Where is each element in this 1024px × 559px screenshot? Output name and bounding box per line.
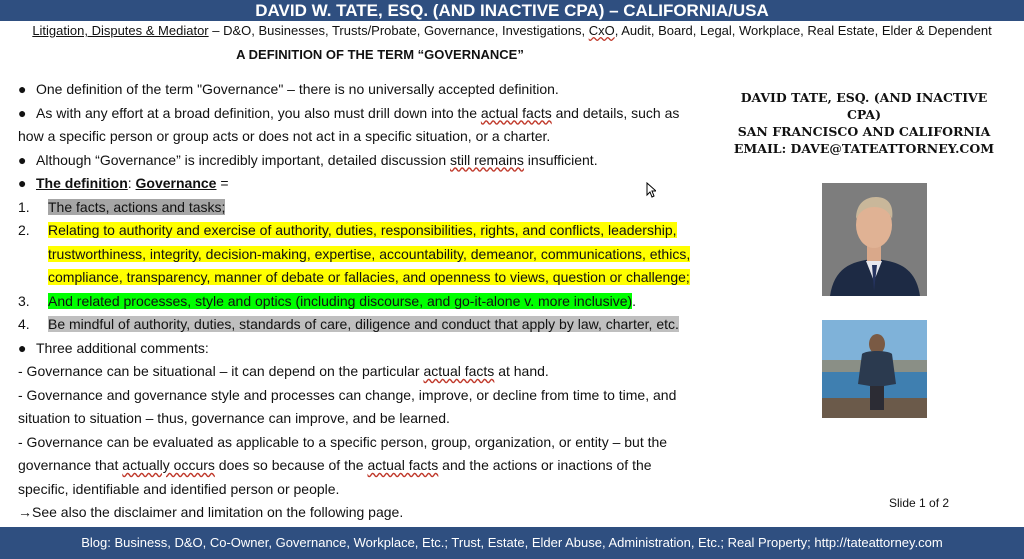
subtitle-cxo: CxO xyxy=(588,23,615,38)
list-item xyxy=(18,290,738,314)
bullet-text: Although “Governance” is incredibly important, detailed discussion xyxy=(36,151,450,168)
comment-line: - Governance and governance style and processes can change, improve, or decline from time to time, and xyxy=(18,386,677,403)
list-item-continuation xyxy=(18,266,738,290)
list-text: trustworthiness, integrity, decision-making, expertise, accountability, demeanor, communications, ethics, xyxy=(48,245,691,262)
list-item xyxy=(18,219,738,243)
comment-text: at hand. xyxy=(494,363,549,379)
list-text: The facts, actions and tasks; xyxy=(48,198,226,215)
list-text: compliance, transparency, manner of debate or fallacies, and openness to views, question or challenge; xyxy=(48,269,690,285)
bullet-icon: ● xyxy=(18,339,27,356)
contact-location: SAN FRANCISCO AND CALIFORNIA xyxy=(737,124,991,139)
spellcheck-text: actual facts xyxy=(423,363,495,379)
header-title: DAVID W. TATE, ESQ. (AND INACTIVE CPA) – CALIFORNIA/USA xyxy=(255,1,769,20)
list-text: Relating to authority and exercise of authority, duties, responsibilities, rights, and conflicts, leadership, xyxy=(48,222,677,238)
footer-bar xyxy=(0,527,1024,559)
bullet-icon: ● xyxy=(18,175,27,191)
slide-number: Slide 1 of 2 xyxy=(889,496,950,510)
spellcheck-text: actual facts xyxy=(480,104,552,121)
comment-line: situation to situation – thus, governance can improve, and be learned. xyxy=(18,410,450,426)
bullet-text: insufficient. xyxy=(523,151,598,168)
header-bar xyxy=(0,0,1024,21)
list-item-continuation xyxy=(18,243,738,267)
comment-line: - Governance can be evaluated as applicable to a specific person, group, organization, or entity – but the xyxy=(18,433,668,450)
list-text: And related processes, style and optics (including discourse, and go-it-alone v. more inclusive) xyxy=(48,292,633,309)
document-title: A DEFINITION OF THE TERM “GOVERNANCE” xyxy=(236,47,524,62)
definition-eq: = xyxy=(216,175,229,191)
comment-text: and the actions or inactions of the xyxy=(438,457,652,473)
portrait-image xyxy=(822,183,927,296)
definition-colon: : xyxy=(127,175,136,191)
contact-name: DAVID TATE, ESQ. (AND INACTIVE CPA) xyxy=(740,90,988,122)
list-text-tail: . xyxy=(632,292,637,309)
spellcheck-text: actually occurs xyxy=(122,457,215,473)
see-also-line: →See also the disclaimer and limitation on the following page. xyxy=(18,504,404,520)
bullet-icon: ● xyxy=(18,104,27,121)
bullet-line xyxy=(18,172,738,196)
contact-block xyxy=(724,89,1004,157)
subtitle-lead: Litigation, Disputes & Mediator xyxy=(32,23,209,38)
list-number: 1. xyxy=(18,198,30,215)
bullet-line xyxy=(18,149,738,173)
definition-label: The definition xyxy=(36,175,128,191)
comment-text: - Governance can be situational – it can depend on the particular xyxy=(18,363,424,379)
header-subtitle xyxy=(0,21,1024,41)
portrait-photo xyxy=(822,183,927,296)
outdoor-photo xyxy=(822,320,927,418)
outdoor-image xyxy=(822,320,927,418)
footer-text: Blog: Business, D&O, Co-Owner, Governance, Workplace, Etc.; Trust, Estate, Elder Abuse, Administration, Etc.; Real Property; http://tateattorney.com xyxy=(81,535,943,550)
bullet-text: Three additional comments: xyxy=(36,339,209,356)
bullet-line xyxy=(18,102,738,126)
comment-text: does so because of the xyxy=(214,457,368,473)
bullet-line xyxy=(18,78,738,102)
spellcheck-text: still remains xyxy=(450,151,524,168)
comment-line xyxy=(18,454,738,478)
subtitle-part-a: – D&O, Businesses, Trusts/Probate, Governance, Investigations, xyxy=(208,23,589,38)
contact-email: EMAIL: DAVE@TATEATTORNEY.COM xyxy=(733,141,995,156)
subtitle-part-b: , Audit, Board, Legal, Workplace, Real Estate, Elder & Dependent xyxy=(614,23,992,38)
bullet-text: One definition of the term "Governance" – there is no universally accepted definition. xyxy=(36,81,559,97)
list-text: Be mindful of authority, duties, standards of care, diligence and conduct that apply by law, charter, etc. xyxy=(48,316,679,332)
list-item xyxy=(18,196,738,220)
bullet-text: As with any effort at a broad definition, you also must drill down into the xyxy=(36,104,481,121)
definition-term: Governance xyxy=(135,175,217,191)
comment-text: governance that xyxy=(18,457,123,473)
bullet-line xyxy=(18,337,738,361)
comment-line xyxy=(18,360,738,384)
bullet-icon: ● xyxy=(18,81,27,97)
bullet-continuation: how a specific person or group acts or does not act in a specific situation, or a charter. xyxy=(18,128,551,144)
bullet-icon: ● xyxy=(18,151,27,168)
list-number: 4. xyxy=(18,316,30,332)
list-item xyxy=(18,313,738,337)
mouse-cursor-icon xyxy=(646,182,656,198)
main-content xyxy=(18,78,738,525)
bullet-text: and details, such as xyxy=(551,104,680,121)
comment-line: specific, identifiable and identified person or people. xyxy=(18,480,340,497)
list-number: 2. xyxy=(18,222,30,238)
spellcheck-text: actual facts xyxy=(367,457,439,473)
list-number: 3. xyxy=(18,292,30,309)
